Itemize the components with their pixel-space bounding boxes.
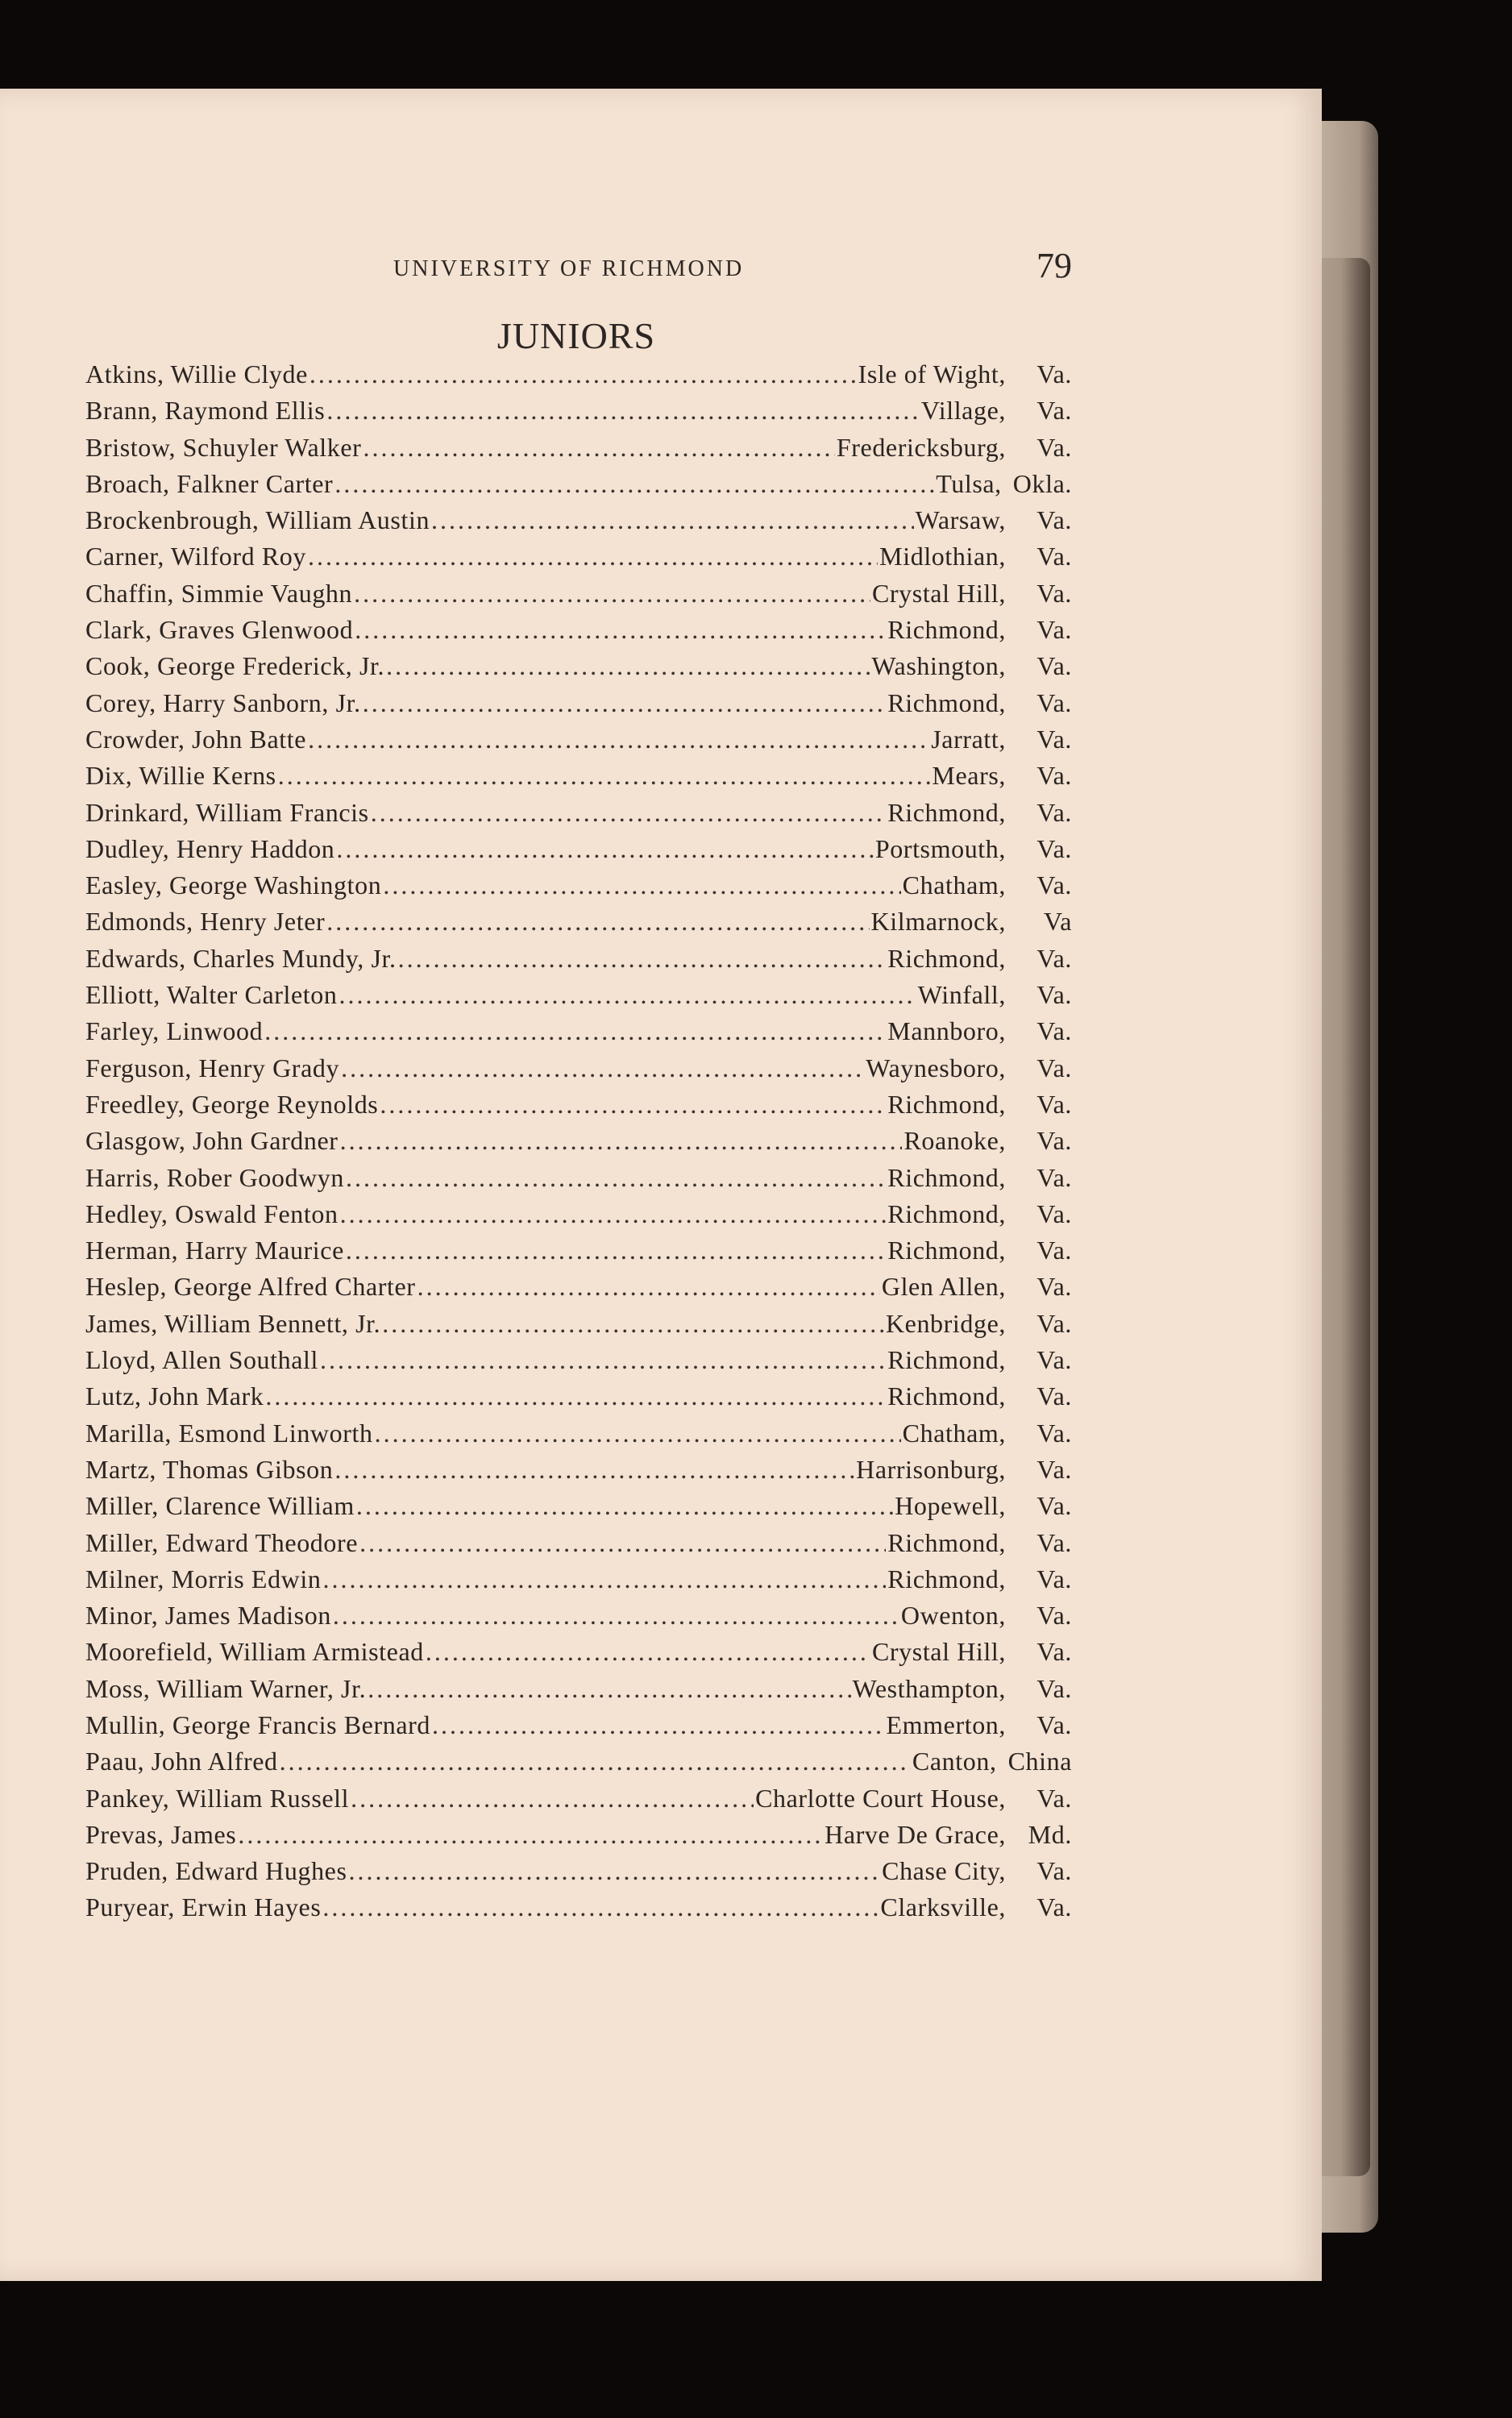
- hometown: Owenton,: [900, 1601, 1006, 1631]
- hometown: Jarratt,: [931, 724, 1006, 754]
- student-name: Broach, Falkner Carter: [85, 468, 334, 498]
- dot-leader: [371, 798, 887, 828]
- roster-entry: [85, 579, 1072, 615]
- hometown: Chase City,: [882, 1856, 1006, 1886]
- roster-entry: [85, 1419, 1072, 1455]
- state: Va.: [1036, 1053, 1072, 1082]
- student-name: Chaffin, Simmie Vaughn: [85, 578, 353, 608]
- student-name: Farley, Linwood: [85, 1016, 264, 1046]
- hometown: Tulsa,: [936, 468, 1002, 498]
- hometown: Crystal Hill,: [871, 578, 1006, 608]
- page-number: 79: [1036, 246, 1072, 285]
- roster-entry: [85, 1747, 1072, 1783]
- student-name: Puryear, Erwin Hayes: [85, 1892, 322, 1922]
- hometown: Harrisonburg,: [856, 1454, 1006, 1484]
- dot-leader: [356, 1491, 893, 1521]
- student-name: Martz, Thomas Gibson: [85, 1454, 334, 1484]
- dot-leader: [265, 1381, 886, 1411]
- student-name: Edmonds, Henry Jeter: [85, 907, 326, 937]
- dot-leader: [380, 1090, 886, 1120]
- roster-entry: [85, 1856, 1072, 1892]
- state: Va.: [1036, 833, 1072, 863]
- hometown: Mannboro,: [887, 1016, 1006, 1046]
- student-name: Mullin, George Francis Bernard: [85, 1710, 430, 1739]
- dot-leader: [322, 1564, 886, 1594]
- roster-entry: [85, 542, 1072, 578]
- hometown: Village,: [920, 396, 1006, 426]
- student-name: Miller, Edward Theodore: [85, 1527, 359, 1557]
- dot-leader: [382, 1309, 884, 1339]
- dot-leader: [398, 944, 887, 974]
- student-name: Crowder, John Batte: [85, 724, 307, 754]
- dot-leader: [426, 1637, 870, 1667]
- roster-entry: [85, 1163, 1072, 1199]
- dot-leader: [339, 980, 916, 1010]
- student-name: James, William Bennett, Jr.: [85, 1308, 381, 1338]
- dot-leader: [334, 1455, 854, 1485]
- hometown: Kenbridge,: [885, 1308, 1006, 1338]
- student-name: Edwards, Charles Mundy, Jr.: [85, 943, 397, 973]
- state: Va.: [1036, 1564, 1072, 1593]
- dot-leader: [383, 870, 900, 900]
- hometown: Richmond,: [887, 1199, 1006, 1228]
- hometown: Midlothian,: [879, 542, 1006, 571]
- roster-entry: [85, 907, 1072, 943]
- state: Va.: [1036, 1089, 1072, 1119]
- hometown: Richmond,: [887, 797, 1006, 827]
- state: Va.: [1036, 1601, 1072, 1631]
- state: Okla.: [1012, 468, 1072, 498]
- hometown: Chatham,: [902, 1418, 1006, 1448]
- hometown: Chatham,: [902, 870, 1006, 900]
- dot-leader: [346, 1236, 886, 1265]
- roster-entry: [85, 1710, 1072, 1747]
- state: Va.: [1036, 505, 1072, 535]
- state: Va.: [1036, 797, 1072, 827]
- dot-leader: [309, 359, 857, 389]
- running-head: UNIVERSITY OF RICHMOND: [393, 256, 745, 281]
- student-name: Moss, William Warner, Jr.: [85, 1673, 367, 1703]
- hometown: Portsmouth,: [874, 833, 1006, 863]
- hometown: Richmond,: [887, 688, 1006, 717]
- student-name: Miller, Clarence William: [85, 1491, 355, 1521]
- state: Va.: [1036, 1162, 1072, 1192]
- student-roster: [85, 359, 1072, 1930]
- roster-entry: [85, 1381, 1072, 1418]
- dot-leader: [417, 1272, 880, 1302]
- dot-leader: [375, 1419, 901, 1448]
- dot-leader: [351, 1784, 754, 1814]
- student-name: Milner, Morris Edwin: [85, 1564, 322, 1593]
- state: Va.: [1036, 1856, 1072, 1886]
- dot-leader: [346, 1163, 886, 1193]
- state: Va.: [1036, 1308, 1072, 1338]
- hometown: Mears,: [932, 761, 1006, 791]
- student-name: Easley, George Washington: [85, 870, 382, 900]
- roster-entry: [85, 505, 1072, 542]
- roster-entry: [85, 834, 1072, 870]
- state: Va.: [1036, 359, 1072, 388]
- dot-leader: [341, 1053, 864, 1083]
- dot-leader: [336, 834, 873, 864]
- dot-leader: [322, 1892, 879, 1922]
- roster-entry: [85, 1564, 1072, 1601]
- dot-leader: [363, 688, 887, 718]
- roster-entry: [85, 1528, 1072, 1564]
- student-name: Moorefield, William Armistead: [85, 1637, 424, 1667]
- roster-entry: [85, 980, 1072, 1016]
- dot-leader: [340, 1199, 887, 1229]
- hometown: Richmond,: [887, 1564, 1006, 1593]
- state: Va.: [1036, 1345, 1072, 1375]
- hometown: Charlotte Court House,: [755, 1783, 1006, 1813]
- roster-entry: [85, 798, 1072, 834]
- roster-entry: [85, 1090, 1072, 1126]
- roster-entry: [85, 1345, 1072, 1381]
- roster-entry: [85, 1491, 1072, 1527]
- state: Va.: [1036, 688, 1072, 717]
- student-name: Dix, Willie Kerns: [85, 761, 276, 791]
- roster-entry: [85, 1236, 1072, 1272]
- state: Va.: [1036, 615, 1072, 645]
- student-name: Hedley, Oswald Fenton: [85, 1199, 339, 1228]
- roster-entry: [85, 433, 1072, 469]
- hometown: Richmond,: [887, 1089, 1006, 1119]
- state: Va.: [1036, 1236, 1072, 1265]
- state: Va.: [1036, 1527, 1072, 1557]
- roster-entry: [85, 688, 1072, 725]
- dot-leader: [354, 579, 870, 609]
- roster-entry: [85, 1637, 1072, 1673]
- roster-entry: [85, 1126, 1072, 1162]
- student-name: Heslep, George Alfred Charter: [85, 1272, 416, 1302]
- state: Va.: [1036, 1016, 1072, 1046]
- state: Va.: [1036, 761, 1072, 791]
- dot-leader: [238, 1820, 823, 1850]
- student-name: Lutz, John Mark: [85, 1381, 264, 1411]
- roster-entry: [85, 944, 1072, 980]
- student-name: Pankey, William Russell: [85, 1783, 350, 1813]
- state: Va.: [1036, 432, 1072, 462]
- student-name: Cook, George Frederick, Jr.: [85, 651, 385, 681]
- roster-entry: [85, 1820, 1072, 1856]
- student-name: Marilla, Esmond Linworth: [85, 1418, 373, 1448]
- state: Va.: [1036, 1491, 1072, 1521]
- roster-entry: [85, 469, 1072, 505]
- state: China: [1007, 1747, 1072, 1776]
- student-name: Atkins, Willie Clyde: [85, 359, 308, 388]
- dot-leader: [431, 505, 914, 535]
- roster-entry: [85, 1674, 1072, 1710]
- dot-leader: [349, 1856, 881, 1886]
- state: Va.: [1036, 1783, 1072, 1813]
- dot-leader: [278, 761, 931, 791]
- dot-leader: [333, 1601, 899, 1631]
- hometown: Canton,: [912, 1747, 997, 1776]
- hometown: Washington,: [871, 651, 1006, 681]
- state: Va.: [1036, 578, 1072, 608]
- student-name: Pruden, Edward Hughes: [85, 1856, 347, 1886]
- dot-leader: [320, 1345, 886, 1375]
- state: Va.: [1036, 542, 1072, 571]
- hometown: Harve De Grace,: [825, 1819, 1006, 1849]
- student-name: Drinkard, William Francis: [85, 797, 369, 827]
- dot-leader: [363, 433, 834, 463]
- state: Va.: [1036, 1381, 1072, 1411]
- hometown: Glen Allen,: [881, 1272, 1006, 1302]
- student-name: Elliott, Walter Carleton: [85, 980, 338, 1010]
- state: Va.: [1036, 870, 1072, 900]
- state: Va.: [1036, 1673, 1072, 1703]
- dot-leader: [340, 1126, 903, 1156]
- student-name: Ferguson, Henry Grady: [85, 1053, 340, 1082]
- roster-entry: [85, 1016, 1072, 1053]
- page-header: [81, 246, 1072, 305]
- roster-entry: [85, 651, 1072, 688]
- hometown: Winfall,: [917, 980, 1006, 1010]
- hometown: Richmond,: [887, 1527, 1006, 1557]
- hometown: Richmond,: [887, 1345, 1006, 1375]
- roster-entry: [85, 1272, 1072, 1308]
- hometown: Emmerton,: [886, 1710, 1006, 1739]
- hometown: Waynesboro,: [866, 1053, 1006, 1082]
- student-name: Bristow, Schuyler Walker: [85, 432, 362, 462]
- student-name: Herman, Harry Maurice: [85, 1236, 344, 1265]
- dot-leader: [264, 1016, 886, 1046]
- state: Va.: [1036, 1418, 1072, 1448]
- student-name: Freedley, George Reynolds: [85, 1089, 379, 1119]
- dot-leader: [326, 907, 869, 937]
- dot-leader: [308, 542, 878, 571]
- dot-leader: [386, 651, 870, 681]
- state: Md.: [1028, 1819, 1072, 1849]
- dot-leader: [280, 1747, 911, 1776]
- hometown: Kilmarnock,: [870, 907, 1006, 937]
- student-name: Paau, John Alfred: [85, 1747, 278, 1776]
- hometown: Richmond,: [887, 615, 1006, 645]
- roster-entry: [85, 870, 1072, 907]
- roster-entry: [85, 1199, 1072, 1236]
- student-name: Brockenbrough, William Austin: [85, 505, 430, 535]
- hometown: Richmond,: [887, 1162, 1006, 1192]
- state: Va.: [1036, 943, 1072, 973]
- hometown: Roanoke,: [903, 1126, 1006, 1156]
- student-name: Glasgow, John Gardner: [85, 1126, 339, 1156]
- hometown: Westhampton,: [852, 1673, 1006, 1703]
- state: Va.: [1036, 1454, 1072, 1484]
- dot-leader: [326, 396, 920, 426]
- roster-entry: [85, 615, 1072, 651]
- section-title: JUNIORS: [496, 315, 656, 356]
- roster-entry: [85, 1053, 1072, 1090]
- roster-entry: [85, 396, 1072, 432]
- roster-entry: [85, 761, 1072, 797]
- student-name: Brann, Raymond Ellis: [85, 396, 326, 426]
- state: Va.: [1036, 1199, 1072, 1228]
- dot-leader: [359, 1528, 886, 1558]
- hometown: Richmond,: [887, 1381, 1006, 1411]
- roster-entry: [85, 1784, 1072, 1820]
- hometown: Crystal Hill,: [871, 1637, 1006, 1667]
- roster-entry: [85, 725, 1072, 761]
- state: Va.: [1036, 1637, 1072, 1667]
- dot-leader: [432, 1710, 885, 1740]
- student-name: Clark, Graves Glenwood: [85, 615, 354, 645]
- student-name: Carner, Wilford Roy: [85, 542, 306, 571]
- dot-leader: [334, 469, 934, 499]
- state: Va.: [1036, 980, 1072, 1010]
- dot-leader: [355, 615, 886, 645]
- roster-entry: [85, 1455, 1072, 1491]
- hometown: Fredericksburg,: [836, 432, 1006, 462]
- student-name: Corey, Harry Sanborn, Jr.: [85, 688, 361, 717]
- dot-leader: [368, 1674, 850, 1704]
- roster-entry: [85, 359, 1072, 396]
- state: Va.: [1036, 396, 1072, 426]
- roster-entry: [85, 1892, 1072, 1929]
- state: Va.: [1036, 1710, 1072, 1739]
- student-name: Dudley, Henry Haddon: [85, 833, 335, 863]
- student-name: Prevas, James: [85, 1819, 237, 1849]
- hometown: Hopewell,: [895, 1491, 1006, 1521]
- hometown: Warsaw,: [915, 505, 1006, 535]
- hometown: Richmond,: [887, 1236, 1006, 1265]
- hometown: Richmond,: [887, 943, 1006, 973]
- student-name: Lloyd, Allen Southall: [85, 1345, 319, 1375]
- roster-entry: [85, 1309, 1072, 1345]
- roster-entry: [85, 1601, 1072, 1637]
- dot-leader: [308, 725, 929, 754]
- state: Va.: [1036, 651, 1072, 681]
- student-name: Minor, James Madison: [85, 1601, 331, 1631]
- state: Va.: [1036, 1892, 1072, 1922]
- state: Va.: [1036, 724, 1072, 754]
- state: Va.: [1036, 1126, 1072, 1156]
- hometown: Isle of Wight,: [858, 359, 1006, 388]
- state: Va: [1044, 907, 1072, 937]
- state: Va.: [1036, 1272, 1072, 1302]
- hometown: Clarksville,: [880, 1892, 1006, 1922]
- student-name: Harris, Rober Goodwyn: [85, 1162, 344, 1192]
